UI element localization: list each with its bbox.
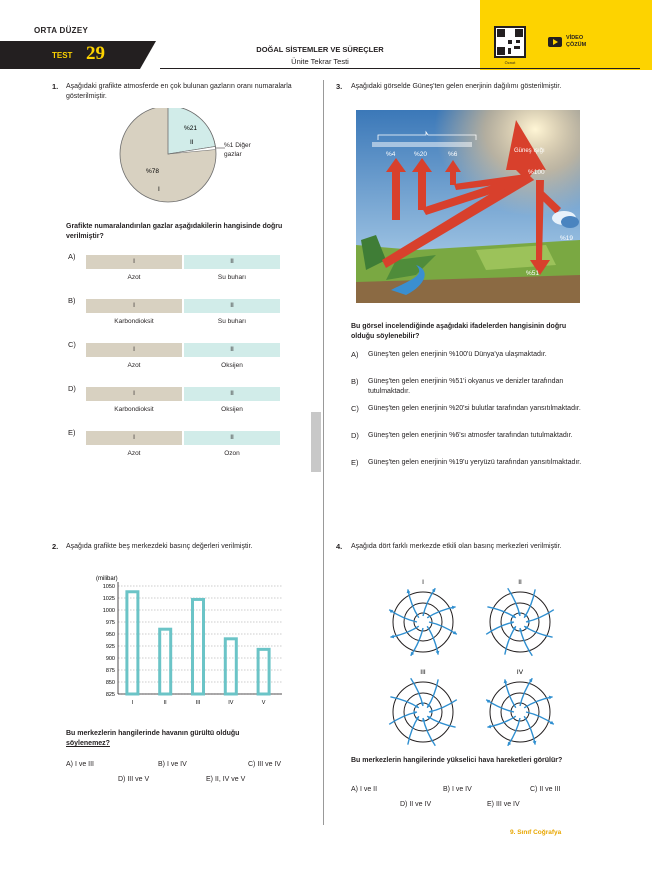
pie-slice-i-pct: %78 (146, 168, 160, 175)
question-2-option-b[interactable]: B) I ve IV (158, 761, 187, 768)
question-1-prompt: Grafikte numaralandırılan gazlar aşağıdakilerin hangisinde doğru verilmiştir? (66, 223, 283, 240)
y-tick-label: 975 (105, 620, 115, 626)
solar-energy-distribution-figure (356, 110, 580, 303)
bar-II (160, 629, 171, 694)
unit-subtitle: Ünite Tekrar Testi (291, 57, 349, 66)
publisher-side-tab (311, 412, 321, 472)
question-1-number: 1. (52, 82, 59, 91)
pie-slice-i-num: I (158, 186, 160, 193)
option-text: Güneş'ten gelen enerjinin %6'sı atmosfer tarafından tutulmaktadır. (368, 432, 573, 439)
pressure-center-1 (383, 578, 463, 658)
pct-20-label: %20 (414, 151, 428, 158)
option-col-ii-header: II (184, 255, 280, 269)
pie-other-label: %1 Diğer gazlar (224, 142, 251, 158)
option-col-ii-header: II (184, 299, 280, 313)
center-label: I (422, 579, 424, 586)
question-3-text: Aşağıdaki görselde Güneş'ten gelen enerjinin dağılımı gösterilmiştir. (351, 83, 562, 90)
center-label: III (420, 669, 426, 676)
option-letter: E) (351, 458, 359, 467)
level-label: ORTA DÜZEY (34, 26, 89, 35)
x-tick-label: III (195, 700, 201, 706)
option-col-i-header: I (86, 431, 182, 445)
question-4-option-e[interactable]: E) III ve IV (487, 801, 520, 808)
option-gas-ii: Oksijen (221, 362, 243, 369)
question-4-option-c[interactable]: C) II ve III (530, 786, 561, 793)
option-col-i-header: I (86, 255, 182, 269)
option-gas-i: Karbondioksit (114, 406, 154, 413)
question-4-prompt: Bu merkezlerin hangilerinde yükselici hava hareketleri görülür? (351, 757, 563, 764)
option-letter: A) (351, 350, 359, 359)
option-gas-ii: Su buharı (217, 318, 247, 325)
pressure-center-3 (383, 668, 463, 748)
question-4-number: 4. (336, 542, 343, 551)
pct-6-label: %6 (448, 151, 458, 158)
pct-4-label: %4 (386, 151, 396, 158)
option-letter: D) (68, 384, 76, 393)
bar-IV (225, 639, 236, 694)
pressure-center-2 (480, 578, 560, 658)
y-tick-label: 925 (105, 644, 115, 650)
option-col-i-header: I (86, 299, 182, 313)
video-solution-label[interactable]: VİDEO ÇÖZÜM (566, 35, 587, 48)
y-tick-label: 950 (105, 632, 115, 638)
option-text: Güneş'ten gelen enerjinin %19'u yeryüzü tarafından yansıtılmaktadır. (368, 459, 582, 466)
center-label: IV (516, 669, 524, 676)
question-4-option-a[interactable]: A) I ve II (351, 786, 378, 793)
question-3-prompt: Bu görsel incelendiğinde aşağıdaki ifadelerden hangisinin doğru olduğu söylenebilir? (351, 323, 567, 340)
question-2-text: Aşağıda grafikte beş merkezdeki basınç değerleri verilmiştir. (66, 543, 253, 550)
option-letter: E) (68, 428, 76, 437)
video-play-icon[interactable] (548, 37, 562, 47)
bar-I (127, 592, 138, 694)
option-letter: D) (351, 431, 359, 440)
option-col-ii-header: II (184, 343, 280, 357)
question-2-option-e[interactable]: E) II, IV ve V (206, 776, 246, 783)
pct-100-label: %100 (528, 169, 545, 176)
question-4-text: Aşağıda dört farklı merkezde etkili olan basınç merkezleri verilmiştir. (351, 543, 562, 550)
question-4-option-b[interactable]: B) I ve IV (443, 786, 472, 793)
option-text: Güneş'ten gelen enerjinin %51'i okyanus ve denizler tarafından tutulmaktadır. (368, 378, 564, 395)
question-2-number: 2. (52, 542, 59, 551)
bar-III (193, 599, 204, 694)
option-col-ii-header: II (184, 431, 280, 445)
column-divider (323, 80, 324, 825)
option-letter: C) (351, 404, 359, 413)
question-1-text: Aşağıdaki grafikte atmosferde en çok bulunan gazların oranı numaralarla gösterilmiştir. (66, 83, 292, 100)
question-2-prompt-line-1: Bu merkezlerin hangilerinde havanın gürültü olduğu (66, 730, 240, 737)
sun-light-label: Güneş ışığı (514, 148, 545, 154)
option-text: Güneş'ten gelen enerjinin %20'si bulutlar tarafından yansıtılmaktadır. (368, 405, 581, 412)
question-2-prompt-line-2: söylenemez? (66, 740, 110, 747)
option-gas-i: Azot (127, 450, 141, 457)
option-letter: A) (68, 252, 76, 261)
center-label: II (518, 579, 522, 586)
question-2-option-c[interactable]: C) III ve IV (248, 761, 282, 768)
pie-slice-ii-num: II (190, 139, 194, 146)
option-gas-i: Azot (127, 274, 141, 281)
x-tick-label: II (163, 700, 167, 706)
option-gas-ii: Ozon (224, 450, 240, 457)
option-letter: B) (68, 296, 76, 305)
option-letter: B) (351, 377, 359, 386)
pie-slice-ii-pct: %21 (184, 125, 198, 132)
test-number: 29 (86, 43, 105, 64)
pressure-center-4 (480, 668, 560, 748)
y-tick-label: 875 (105, 668, 115, 674)
pressure-bar-chart (76, 572, 290, 722)
option-col-i-header: I (86, 387, 182, 401)
qr-code-icon[interactable] (494, 26, 526, 58)
pct-19-label: %19 (560, 235, 574, 242)
unit-title: DOĞAL SİSTEMLER VE SÜREÇLER (256, 45, 384, 54)
x-tick-label: IV (228, 700, 234, 706)
option-gas-ii: Su buharı (217, 274, 247, 281)
pct-51-label: %51 (526, 270, 540, 277)
option-letter: C) (68, 340, 76, 349)
y-tick-label: 1050 (102, 584, 115, 590)
option-gas-ii: Oksijen (221, 406, 243, 413)
question-4-option-d[interactable]: D) II ve IV (400, 801, 432, 808)
y-tick-label: 900 (105, 656, 115, 662)
option-col-i-header: I (86, 343, 182, 357)
y-tick-label: 1025 (102, 596, 115, 602)
option-gas-i: Karbondioksit (114, 318, 154, 325)
question-3-number: 3. (336, 82, 343, 91)
option-gas-i: Azot (127, 362, 141, 369)
y-tick-label: 825 (105, 692, 115, 698)
option-col-ii-header: II (184, 387, 280, 401)
footer-subject: 9. Sınıf Coğrafya (510, 829, 562, 836)
qr-caption: Öcnot (504, 60, 516, 65)
test-label: TEST (52, 51, 73, 60)
x-tick-label: I (131, 700, 134, 706)
y-axis-unit-label: (milibar) (96, 576, 118, 582)
header-rule (160, 68, 640, 69)
question-2-option-a[interactable]: A) I ve III (66, 761, 95, 768)
question-2-option-d[interactable]: D) III ve V (118, 776, 150, 783)
option-text: Güneş'ten gelen enerjinin %100'ü Dünya'ya ulaşmaktadır. (368, 351, 547, 358)
y-tick-label: 850 (105, 680, 115, 686)
x-tick-label: V (261, 700, 266, 706)
y-tick-label: 1000 (102, 608, 115, 614)
bar-V (258, 649, 269, 694)
